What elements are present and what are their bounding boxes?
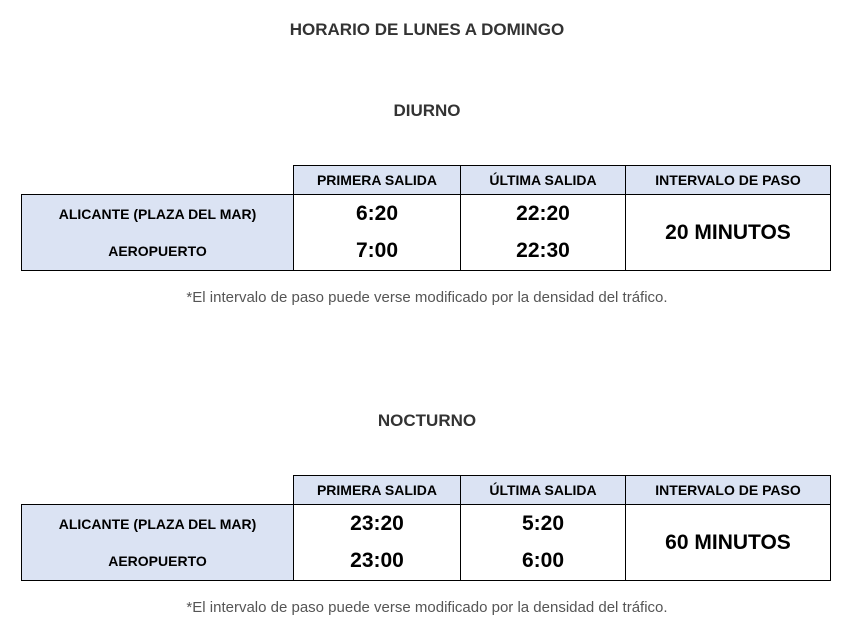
section-title-nocturno: NOCTURNO [377,411,477,430]
table-row [22,505,831,543]
first-departure-time: 7:00 [294,233,461,271]
stop-name: ALICANTE (PLAZA DEL MAR) [22,505,294,543]
table-header-row [22,166,831,195]
schedule-table-diurno [21,165,831,271]
stop-name: AEROPUERTO [22,233,294,271]
header-primera-salida: PRIMERA SALIDA [294,166,461,195]
traffic-note: *El intervalo de paso puede verse modificado por la densidad del tráfico. [186,289,668,306]
header-intervalo-de-paso: INTERVALO DE PASO [626,476,831,505]
table-corner [22,476,294,505]
last-departure-time: 5:20 [461,505,626,543]
stop-name: AEROPUERTO [22,543,294,581]
last-departure-time: 22:30 [461,233,626,271]
interval-value: 20 MINUTOS [626,195,831,271]
table-header-row [22,476,831,505]
header-primera-salida: PRIMERA SALIDA [294,476,461,505]
header-intervalo-de-paso: INTERVALO DE PASO [626,166,831,195]
first-departure-time: 23:00 [294,543,461,581]
stop-name: ALICANTE (PLAZA DEL MAR) [22,195,294,233]
traffic-note: *El intervalo de paso puede verse modificado por la densidad del tráfico. [186,599,668,616]
page-title: HORARIO DE LUNES A DOMINGO [289,20,565,39]
header-ultima-salida: ÚLTIMA SALIDA [461,476,626,505]
interval-value: 60 MINUTOS [626,505,831,581]
table-row [22,195,831,233]
last-departure-time: 22:20 [461,195,626,233]
first-departure-time: 23:20 [294,505,461,543]
first-departure-time: 6:20 [294,195,461,233]
last-departure-time: 6:00 [461,543,626,581]
section-title-diurno: DIURNO [393,101,461,120]
header-ultima-salida: ÚLTIMA SALIDA [461,166,626,195]
schedule-table-nocturno [21,475,831,581]
table-corner [22,166,294,195]
